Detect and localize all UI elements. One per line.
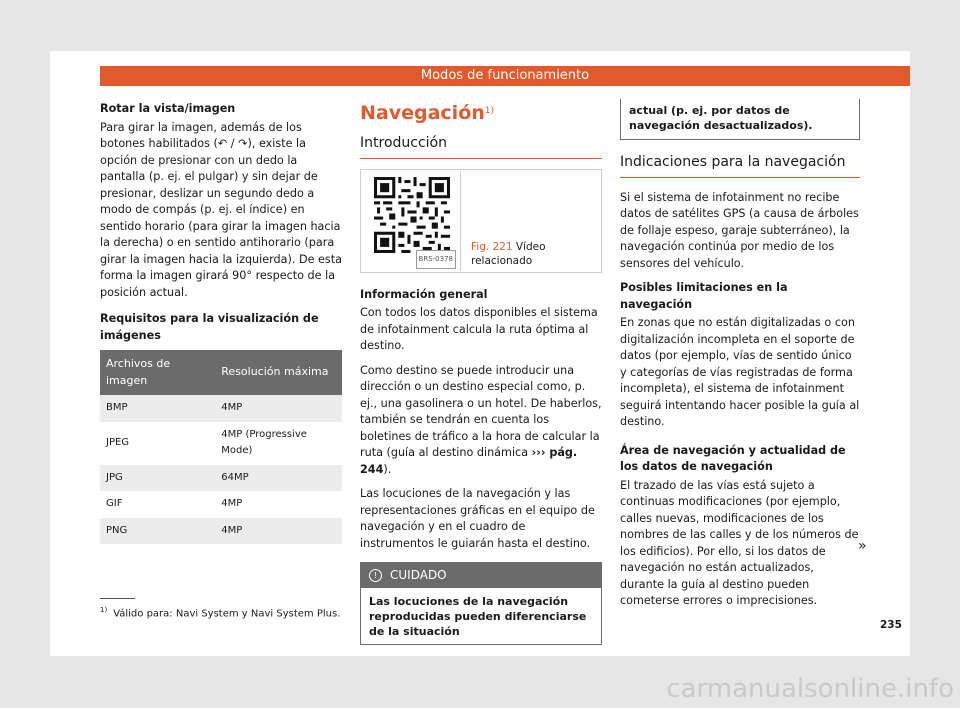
figure-box — [360, 169, 602, 273]
table-row — [100, 518, 342, 545]
footnote-text: Válido para: Navi System y Navi System Plus. — [113, 608, 341, 620]
navigation-title-text: Navegación — [360, 102, 485, 124]
table-cell: GIF — [100, 491, 215, 518]
caution-box-continued: actual (p. ej. por datos de navegación desactualizados). — [620, 99, 860, 140]
table-cell: JPEG — [100, 422, 215, 465]
qr-code-icon — [374, 177, 450, 253]
table-header-resolution: Resolución máxima — [215, 350, 342, 395]
footnote-divider — [100, 598, 135, 599]
continue-arrow-icon: » — [858, 538, 867, 554]
column-left — [100, 101, 342, 544]
figure-number: Fig. 221 — [471, 240, 513, 253]
table-cell: BMP — [100, 395, 215, 422]
caution-text: Las locuciones de la navegación reproducidas pueden diferenciarse de la situación — [369, 594, 587, 638]
caution-title: CUIDADO — [390, 568, 447, 582]
image-format-table — [100, 350, 342, 544]
paragraph: En zonas que no están digitalizadas o con digitalización incompleta en el soporte de datos (por ejemplo, vías de sentido único y categorías de vías registradas de forma incompleta), el sistema de infotainment seguirá intentando hacer posible la guía al destino. — [620, 316, 860, 428]
page-reference-link[interactable]: ››› pág. 244 — [360, 446, 578, 476]
limitations-heading: Posibles limitaciones en la navegación — [620, 281, 788, 311]
footnote-mark: 1) — [100, 606, 108, 614]
table-cell: 4MP — [215, 395, 342, 422]
paragraph: El trazado de las vías está sujeto a continuas modificaciones (por ejemplo, calles nuevas, modificaciones de los nombres de las calles y de los números de los edificios). Por ello, si los datos de navegación no están actualizados, durante la guía al destino pueden cometerse errores o imprecisiones. — [620, 478, 859, 607]
watermark: carmanualsonline.info — [666, 674, 954, 704]
area-heading: Área de navegación y actualidad de los datos de navegación — [620, 443, 846, 473]
table-cell: JPG — [100, 465, 215, 492]
warning-icon: ! — [369, 569, 382, 582]
table-cell: 64MP — [215, 465, 342, 492]
paragraph: Si el sistema de infotainment no recibe datos de satélites GPS (a causa de árboles de follaje espeso, garaje subterráneo), la navegación continúa por medio de los sensores del vehículo. — [620, 190, 859, 270]
figure-caption-text: Vídeo relacionado — [471, 240, 546, 267]
paragraph — [360, 363, 602, 479]
footnote — [100, 606, 340, 619]
caution-header — [361, 563, 601, 588]
paragraph: Las locuciones de la navegación y las representaciones gráficas en el equipo de navegación y en el cuadro de instrumentos le guiarán hasta el destino. — [360, 487, 595, 550]
document-page — [50, 51, 910, 656]
page-header: Modos de funcionamiento — [100, 66, 910, 86]
paragraph-text: Como destino se puede introducir una dirección o un destino especial como, p. ej., una gasolinera o un hotel. De haberlos, también se tendrán en cuenta los boletines de tráfico a la hora de calcular la ruta (guía al destino dinámica — [360, 363, 602, 459]
column-middle — [360, 101, 602, 645]
navigation-guidance-title: Indicaciones para la navegación — [620, 154, 860, 178]
figure-code-label: BRS-0378 — [416, 250, 456, 269]
table-header-format: Archivos de imagen — [100, 350, 215, 395]
intro-title: Introducción — [360, 135, 602, 159]
requirements-heading: Requisitos para la visualización de imágenes — [100, 312, 319, 342]
rotate-heading: Rotar la vista/imagen — [100, 102, 236, 115]
table-cell: 4MP (Progressive Mode) — [215, 422, 342, 465]
table-cell: PNG — [100, 518, 215, 545]
qr-code-image[interactable] — [362, 171, 461, 271]
table-row — [100, 395, 342, 422]
table-row — [100, 422, 342, 465]
figure-caption — [471, 240, 596, 268]
caution-box — [360, 562, 602, 645]
footnote-ref: 1) — [484, 106, 495, 116]
table-cell: 4MP — [215, 518, 342, 545]
navigation-title — [360, 101, 602, 125]
column-right — [620, 99, 860, 618]
table-cell: 4MP — [215, 491, 342, 518]
table-row — [100, 465, 342, 492]
paragraph: Con todos los datos disponibles el sistema de infotainment calcula la ruta óptima al destino. — [360, 306, 598, 352]
rotate-text: Para girar la imagen, además de los botones habilitados (↶ / ↷), existe la opción de presionar con un dedo la pantalla (p. ej. el pulgar) y sin dejar de presionar, deslizar un segundo dedo a modo de compás (p. ej. el índice) en sentido horario (para girar la imagen hacia la derecha) o en sentido antihorario (para girar la imagen hacia la izquierda). De esta forma la imagen girará 90° respecto de la posición actual. — [100, 120, 342, 299]
page-number: 235 — [880, 619, 902, 631]
table-row — [100, 491, 342, 518]
general-info-heading: Información general — [360, 287, 488, 301]
paragraph-text: ). — [383, 462, 392, 476]
